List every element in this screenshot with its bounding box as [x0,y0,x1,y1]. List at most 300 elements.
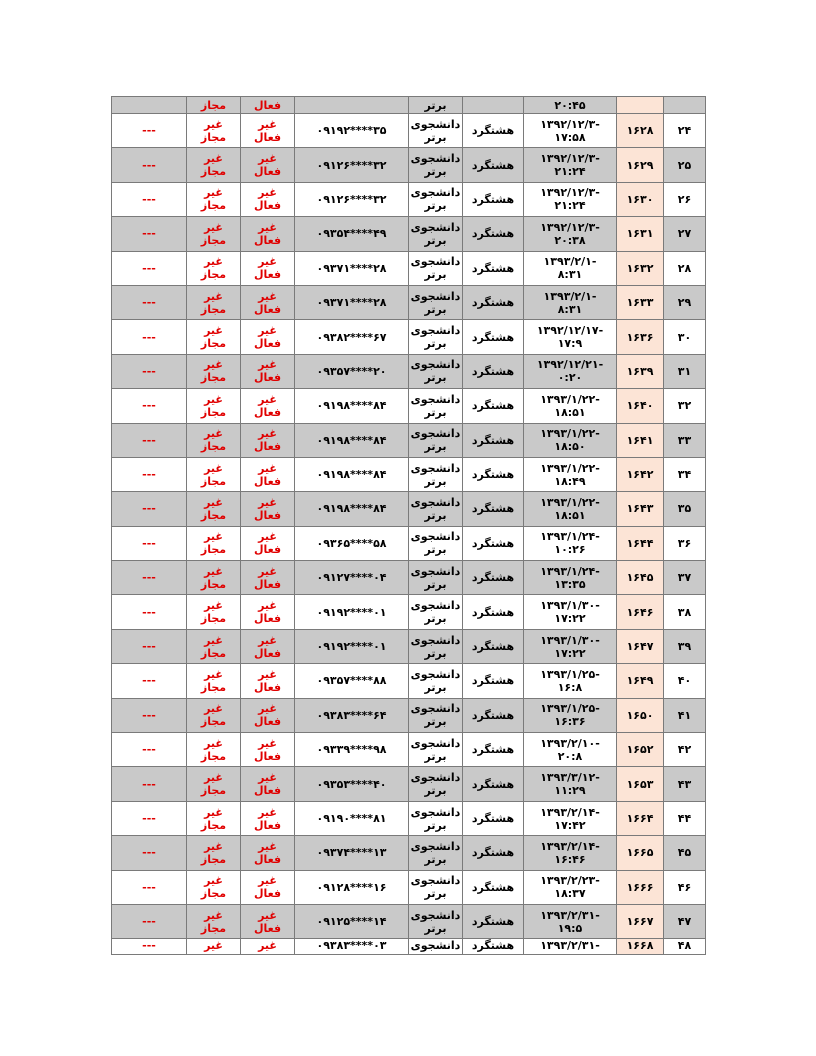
city-cell [463,97,524,114]
status-cell [241,423,295,457]
date-cell [524,285,617,319]
time-value: ۱۸:۵۱ [554,405,586,419]
level-cell [409,285,463,319]
city-cell: هشتگرد [463,285,524,319]
phone-cell [295,698,409,732]
row-number-cell: ۴۱ [664,698,706,732]
code-cell [617,97,664,114]
status-line-2: فعال [253,749,282,763]
access-line-1: غیر [204,599,223,613]
city-cell: هشتگرد [463,389,524,423]
level-cell [409,114,463,148]
level-line-2: برتر [424,233,447,247]
level-line-2: برتر [424,784,447,798]
status-line-1: غیر [258,771,277,785]
phone-cell [295,457,409,491]
access-line-2: مجاز [200,371,227,385]
status-line-2: فعال [253,680,282,694]
phone-cell [295,664,409,698]
status-line-1: غیر [258,702,277,716]
row-number-cell: ۴۳ [664,767,706,801]
city-cell: هشتگرد [463,114,524,148]
status-cell [241,114,295,148]
row-number-cell: ۴۸ [664,939,706,955]
city-cell: هشتگرد [463,870,524,904]
extra-cell: --- [112,870,187,904]
table-row [112,354,706,388]
status-cell [241,320,295,354]
status-line-1: غیر [258,564,277,578]
level-line-2: برتر [424,508,447,522]
level-cell [409,561,463,595]
access-line-1: غیر [204,324,223,338]
extra-cell: --- [112,285,187,319]
time-value: ۲۰:۳۸ [554,233,586,247]
access-line-1: غیر [204,839,223,853]
date-cell [524,148,617,182]
level-line-1: دانشجوی [410,255,461,269]
code-cell: ۱۶۴۵ [617,561,664,595]
access-cell [187,836,241,870]
row-number-cell: ۲۹ [664,285,706,319]
status-cell [241,251,295,285]
status-cell: غیر [241,939,295,955]
level-line-2: برتر [424,302,447,316]
level-cell [409,389,463,423]
date-cell [524,457,617,491]
row-number-cell: ۳۱ [664,354,706,388]
phone-cell [295,836,409,870]
level-cell [409,836,463,870]
code-cell: ۱۶۴۰ [617,389,664,423]
access-line-1: غیر [204,874,223,888]
access-cell [187,629,241,663]
status-cell [241,389,295,423]
level-line-2: برتر [424,337,447,351]
phone-value: ۰۹۱۲۸****۱۶ [316,880,387,894]
time-value: ۲۰:۸ [557,749,583,763]
row-number-cell: ۴۲ [664,733,706,767]
status-cell [241,698,295,732]
level-line-2: برتر [424,165,447,179]
level-cell [409,182,463,216]
access-cell [187,561,241,595]
date-cell [524,836,617,870]
date-value: -۱۳۹۳/۳/۱۲ [540,771,600,785]
city-cell: هشتگرد [463,629,524,663]
code-cell: ۱۶۳۹ [617,354,664,388]
row-number-cell: ۲۴ [664,114,706,148]
date-cell [524,733,617,767]
phone-cell [295,492,409,526]
code-cell: ۱۶۴۱ [617,423,664,457]
access-cell [187,767,241,801]
city-cell: هشتگرد [463,698,524,732]
level-cell [409,733,463,767]
phone-cell [295,561,409,595]
level-cell [409,664,463,698]
status-cell [241,285,295,319]
city-cell: هشتگرد [463,354,524,388]
date-cell [524,629,617,663]
level-line-1: دانشجوی [410,152,461,166]
access-line-2: مجاز [200,337,227,351]
table-row [112,733,706,767]
date-cell: -۱۳۹۳/۲/۳۱ [524,939,617,955]
extra-cell: --- [112,939,187,955]
table-row [112,320,706,354]
phone-value: ۰۹۱۹۰****۸۱ [316,812,387,825]
table-row [112,285,706,319]
status-line-1: غیر [258,392,277,406]
extra-cell: --- [112,836,187,870]
phone-cell [295,97,409,114]
city-cell: هشتگرد [463,320,524,354]
phone-value: ۰۹۱۲۶****۳۲ [316,192,387,206]
level-line-2: برتر [424,268,447,282]
level-cell [409,801,463,835]
city-cell: هشتگرد [463,217,524,251]
phone-cell [295,939,409,955]
phone-value: ۰۹۳۶۵****۵۸ [316,536,387,550]
city-cell: هشتگرد [463,148,524,182]
access-line-1: غیر [204,667,223,681]
row-number-cell: ۳۲ [664,389,706,423]
time-value: ۱۶:۳۶ [554,715,586,729]
status-cell [241,904,295,938]
access-line-2: مجاز [200,405,227,419]
access-line-1: غیر [204,152,223,166]
date-cell [524,389,617,423]
status-cell [241,836,295,870]
status-line-2: فعال [253,852,282,866]
level-line-2: برتر [424,405,447,419]
status-line-1: غیر [258,186,277,200]
access-cell [187,423,241,457]
table-row [112,904,706,938]
date-value: -۱۳۹۳/۲/۱ [543,289,597,303]
phone-value: ۰۹۱۹۸****۸۴ [316,399,387,413]
date-value: -۱۳۹۲/۱۲/۲۱ [536,358,604,372]
extra-cell: --- [112,217,187,251]
access-line-2: مجاز [200,130,227,144]
row-number-cell: ۲۸ [664,251,706,285]
extra-cell: --- [112,354,187,388]
level-line-2: برتر [424,199,447,213]
access-cell [187,733,241,767]
status-cell [241,217,295,251]
level-line-2: برتر [424,612,447,626]
time-value: ۱۸:۵۰ [554,440,586,454]
level-line-1: دانشجوی [410,461,461,475]
level-cell [409,629,463,663]
status-cell [241,182,295,216]
row-number-cell: ۳۹ [664,629,706,663]
level-line-2: برتر [424,749,447,763]
extra-cell: --- [112,526,187,560]
phone-cell [295,733,409,767]
row-number-cell: ۴۷ [664,904,706,938]
phone-cell [295,767,409,801]
access-line-2: مجاز [200,784,227,798]
table-row [112,561,706,595]
row-number-cell: ۴۴ [664,801,706,835]
phone-cell [295,217,409,251]
level-cell [409,354,463,388]
phone-value: ۰۹۱۲۵****۱۴ [316,915,387,929]
time-value: ۸:۳۱ [557,268,583,282]
phone-value: ۰۹۱۹۸****۸۴ [316,433,387,447]
access-line-2: مجاز [200,543,227,557]
access-cell [187,595,241,629]
level-line-1: دانشجوی [410,908,461,922]
code-cell: ۱۶۳۰ [617,182,664,216]
table-row [112,114,706,148]
access-line-1: غیر [204,771,223,785]
code-cell: ۱۶۴۹ [617,664,664,698]
access-line-2: مجاز [200,921,227,935]
access-cell [187,664,241,698]
code-cell: ۱۶۲۹ [617,148,664,182]
date-cell [524,182,617,216]
status-line-2: فعال [253,784,282,798]
level-line-1: دانشجوی [410,186,461,200]
access-line-2: مجاز [200,233,227,247]
table-row [112,526,706,560]
date-value: -۱۳۹۲/۱۲/۱۷ [536,324,604,338]
level-line-1: دانشجوی [410,839,461,853]
level-cell [409,595,463,629]
status-cell [241,148,295,182]
code-cell: ۱۶۶۶ [617,870,664,904]
status-line-1: غیر [258,667,277,681]
level-line-1: دانشجوی [410,289,461,303]
level-line-2: برتر [424,852,447,866]
status-line-2: فعال [253,199,282,213]
access-cell [187,182,241,216]
level-line-2: برتر [424,818,447,832]
phone-value: ۰۹۳۷۱****۲۸ [316,261,387,275]
access-cell [187,251,241,285]
code-cell: ۱۶۵۳ [617,767,664,801]
level-line-2: برتر [424,887,447,901]
phone-value: ۰۹۱۲۶****۳۲ [316,158,387,172]
access-line-1: غیر [204,633,223,647]
level-cell [409,526,463,560]
city-cell: هشتگرد [463,767,524,801]
level-cell [409,320,463,354]
level-line-1: دانشجوی [410,495,461,509]
date-cell [524,114,617,148]
phone-value: ۰۹۳۷۱****۲۸ [316,296,387,310]
row-number-cell: ۲۵ [664,148,706,182]
time-value: ۱۷:۲۲ [554,612,586,626]
access-line-2: مجاز [200,680,227,694]
status-line-2: فعال [253,440,282,454]
time-value: ۱۸:۴۹ [554,474,586,488]
level-line-1: دانشجوی [410,564,461,578]
level-line-1: دانشجوی [410,702,461,716]
phone-cell [295,354,409,388]
extra-cell: --- [112,595,187,629]
date-value: -۱۳۹۳/۱/۲۵ [540,702,600,716]
access-line-2: مجاز [200,612,227,626]
date-value: -۱۳۹۳/۱/۲۴ [540,564,600,578]
access-line-2: مجاز [200,646,227,660]
status-line-1: غیر [258,358,277,372]
table-row [112,698,706,732]
city-cell: هشتگرد [463,733,524,767]
level-cell [409,457,463,491]
status-cell [241,354,295,388]
table-row-continued [112,97,706,114]
access-line-2: مجاز [200,302,227,316]
time-value: ۱۶:۴۶ [554,852,586,866]
table-row-partial [112,939,706,955]
row-number-cell: ۳۷ [664,561,706,595]
code-cell: ۱۶۲۸ [617,114,664,148]
time-value: ۰:۲۰ [557,371,583,385]
date-cell: ۲۰:۴۵ [524,97,617,114]
date-cell [524,767,617,801]
status-line-1: غیر [258,220,277,234]
code-cell: ۱۶۶۴ [617,801,664,835]
access-line-1: غیر [204,530,223,544]
phone-value: ۰۹۱۹۲****۳۵ [316,124,387,138]
row-number-cell: ۳۸ [664,595,706,629]
access-line-1: غیر [204,564,223,578]
level-cell [409,767,463,801]
phone-value: ۰۹۳۸۲****۶۷ [316,330,387,344]
table-row [112,423,706,457]
extra-cell [112,97,187,114]
date-cell [524,904,617,938]
extra-cell: --- [112,629,187,663]
extra-cell: --- [112,148,187,182]
row-number-cell: ۲۶ [664,182,706,216]
phone-value: ۰۹۱۲۷****۰۴ [316,571,387,585]
date-value: -۱۳۹۳/۲/۱۴ [540,839,600,853]
extra-cell: --- [112,251,187,285]
access-cell [187,457,241,491]
extra-cell: --- [112,389,187,423]
phone-cell [295,114,409,148]
level-cell [409,870,463,904]
phone-cell [295,320,409,354]
status-cell [241,767,295,801]
status-line-1: غیر [258,495,277,509]
row-number-cell: ۴۶ [664,870,706,904]
level-cell [409,698,463,732]
access-cell [187,389,241,423]
extra-cell: --- [112,114,187,148]
date-value: -۱۳۹۳/۱/۲۴ [540,530,600,544]
phone-cell [295,629,409,663]
level-line-2: برتر [424,715,447,729]
extra-cell: --- [112,320,187,354]
date-cell [524,423,617,457]
extra-cell: --- [112,904,187,938]
access-cell [187,492,241,526]
access-line-2: مجاز [200,577,227,591]
phone-cell [295,148,409,182]
status-line-1: غیر [258,599,277,613]
access-line-1: غیر [204,702,223,716]
status-line-1: غیر [258,874,277,888]
access-cell [187,320,241,354]
status-line-2: فعال [253,508,282,522]
status-line-1: غیر [258,633,277,647]
date-value: -۱۳۹۳/۱/۲۲ [540,461,600,475]
access-cell [187,526,241,560]
code-cell: ۱۶۶۷ [617,904,664,938]
date-cell [524,870,617,904]
status-line-2: فعال [253,474,282,488]
date-cell [524,595,617,629]
row-number-cell: ۳۰ [664,320,706,354]
phone-cell [295,801,409,835]
code-cell: ۱۶۳۶ [617,320,664,354]
date-cell [524,320,617,354]
status-line-2: فعال [253,715,282,729]
row-number-cell: ۴۰ [664,664,706,698]
access-cell [187,217,241,251]
date-value: -۱۳۹۳/۱/۲۵ [540,667,600,681]
table-row [112,870,706,904]
code-cell: ۱۶۴۶ [617,595,664,629]
access-cell [187,870,241,904]
phone-cell [295,423,409,457]
extra-cell: --- [112,423,187,457]
table-row [112,251,706,285]
time-value: ۱۸:۵۱ [554,508,586,522]
phone-value: ۰۹۱۹۸****۸۴ [316,502,387,516]
time-value: ۱۷:۲۲ [554,646,586,660]
level-line-2: برتر [424,543,447,557]
access-line-2: مجاز [200,887,227,901]
status-line-1: غیر [258,117,277,131]
table-row [112,836,706,870]
status-line-1: غیر [258,427,277,441]
phone-value: ۰۹۳۳۹****۹۸ [316,743,387,757]
time-value: ۱۸:۳۷ [554,887,586,901]
status-line-2: فعال [253,887,282,901]
status-line-1: غیر [258,324,277,338]
level-cell [409,217,463,251]
date-value: -۱۳۹۳/۱/۲۲ [540,495,600,509]
access-line-1: غیر [204,495,223,509]
status-cell [241,870,295,904]
access-line-1: غیر [204,289,223,303]
extra-cell: --- [112,767,187,801]
level-line-2: برتر [424,921,447,935]
date-cell [524,251,617,285]
phone-cell [295,285,409,319]
city-cell: هشتگرد [463,904,524,938]
row-number-cell: ۳۵ [664,492,706,526]
level-line-1: دانشجوی [410,530,461,544]
access-line-1: غیر [204,186,223,200]
access-cell [187,801,241,835]
level-cell: برتر [409,97,463,114]
date-value: -۱۳۹۳/۲/۲۳ [540,874,600,888]
phone-value: ۰۹۳۸۳****۰۳ [316,939,387,953]
level-line-1: دانشجوی [410,633,461,647]
date-cell [524,664,617,698]
city-cell: هشتگرد [463,423,524,457]
phone-value: ۰۹۱۹۸****۸۴ [316,468,387,482]
time-value: ۱۱:۲۹ [554,784,586,798]
